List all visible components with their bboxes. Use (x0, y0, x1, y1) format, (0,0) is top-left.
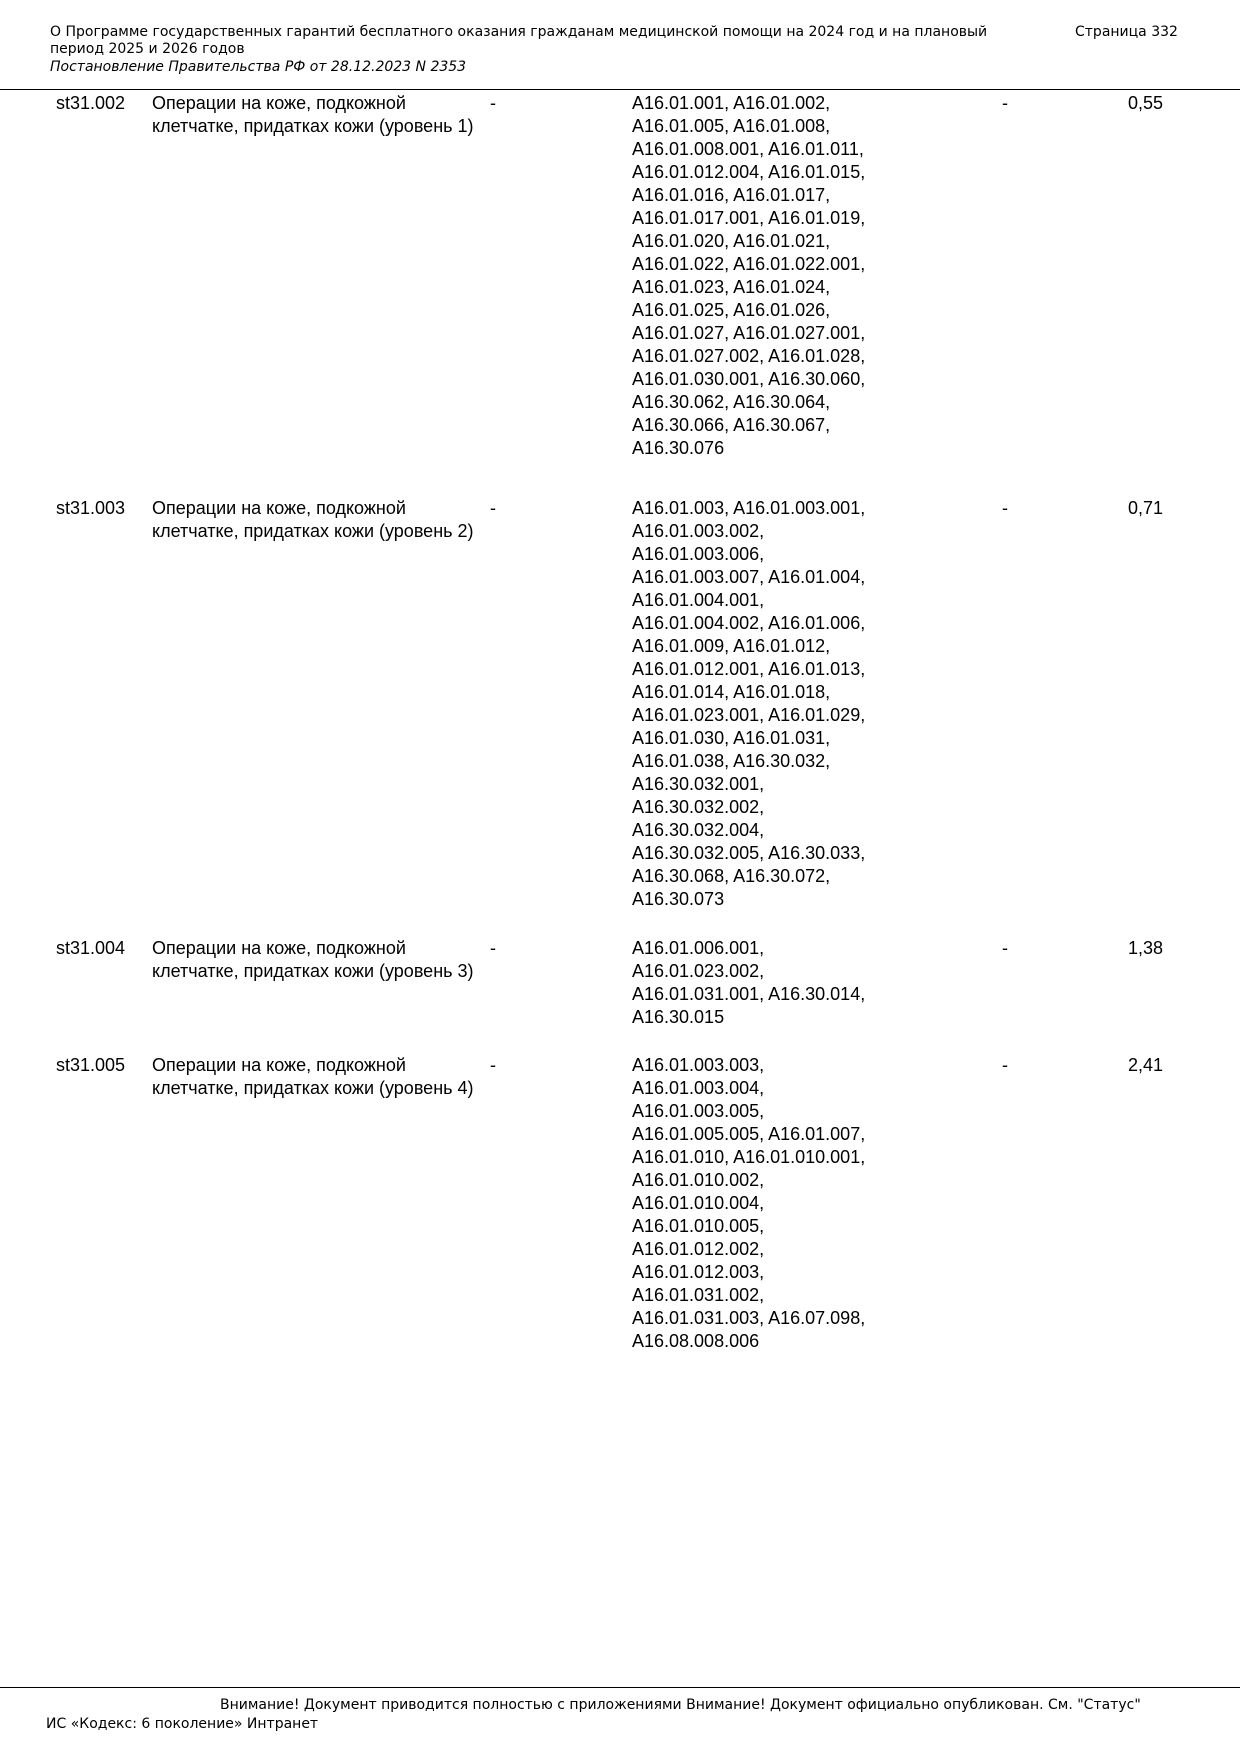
row-operations: A16.01.003.003, A16.01.003.004, A16.01.003.005, A16.01.005.005, A16.01.007, A16.01.010, A16.01.010.001, A16.01.010.002, A16.01.010.004, A16.01.010.005, A16.01.012.002, A16.01.012.003, A16.01.031.002, A16.01.031.003, A16.07.098, A16.08.008.006 (632, 1055, 866, 1351)
row-code: st31.002 (56, 93, 126, 113)
row-coefficient: 1,38 (1128, 938, 1164, 958)
row-dash: - (490, 498, 496, 518)
footer-system-name: ИС «Кодекс: 6 поколение» Интранет (46, 1716, 319, 1732)
row-dash: - (490, 1055, 496, 1075)
row-dash: - (490, 938, 496, 958)
row-dash: - (1002, 498, 1008, 518)
row-dash: - (1002, 1055, 1008, 1075)
row-name: Операции на коже, подкожной клетчатке, придатках кожи (уровень 2) (152, 498, 474, 541)
row-code: st31.004 (56, 938, 126, 958)
document-subtitle: Постановление Правительства РФ от 28.12.2023 N 2353 (50, 59, 467, 75)
footer-notice: Внимание! Документ приводится полностью с приложениями Внимание! Документ официально опубликован. См. "Статус" (220, 1697, 1141, 1713)
row-coefficient: 2,41 (1128, 1055, 1164, 1075)
row-operations: A16.01.003, A16.01.003.001, A16.01.003.002, A16.01.003.006, A16.01.003.007, A16.01.004, A16.01.004.001, A16.01.004.002, A16.01.006, A16.01.009, A16.01.012, A16.01.012.001, A16.01.013, A16.01.014, A16.01.018, A16.01.023.001, A16.01.029, A16.01.030, A16.01.031, A16.01.038, A16.30.032, A16.30.032.001, A16.30.032.002, A16.30.032.004, A16.30.032.005, A16.30.033, A16.30.068, A16.30.072, A16.30.073 (632, 498, 866, 909)
row-code: st31.005 (56, 1055, 126, 1075)
row-name: Операции на коже, подкожной клетчатке, придатках кожи (уровень 4) (152, 1055, 474, 1098)
row-dash: - (490, 93, 496, 113)
row-operations: A16.01.001, A16.01.002, A16.01.005, A16.01.008, A16.01.008.001, A16.01.011, A16.01.012.004, A16.01.015, A16.01.016, A16.01.017, A16.01.017.001, A16.01.019, A16.01.020, A16.01.021, A16.01.022, A16.01.022.001, A16.01.023, A16.01.024, A16.01.025, A16.01.026, A16.01.027, A16.01.027.001, A16.01.027.002, A16.01.028, A16.01.030.001, A16.30.060, A16.30.062, A16.30.064, A16.30.066, A16.30.067, A16.30.076 (632, 93, 866, 458)
row-name: Операции на коже, подкожной клетчатке, придатках кожи (уровень 3) (152, 938, 474, 981)
row-code: st31.003 (56, 498, 126, 518)
row-coefficient: 0,71 (1128, 498, 1164, 518)
page-number: Страница 332 (1075, 24, 1178, 40)
document-title: О Программе государственных гарантий бесплатного оказания гражданам медицинской помощи на 2024 год и на плановый период 2025 и 2026 годов (50, 24, 988, 57)
row-dash: - (1002, 93, 1008, 113)
row-coefficient: 0,55 (1128, 93, 1164, 113)
row-dash: - (1002, 938, 1008, 958)
row-operations: A16.01.006.001, A16.01.023.002, A16.01.031.001, A16.30.014, A16.30.015 (632, 938, 866, 1027)
footer-divider (0, 1687, 1240, 1688)
header-divider (0, 89, 1240, 90)
row-name: Операции на коже, подкожной клетчатке, придатках кожи (уровень 1) (152, 93, 474, 136)
